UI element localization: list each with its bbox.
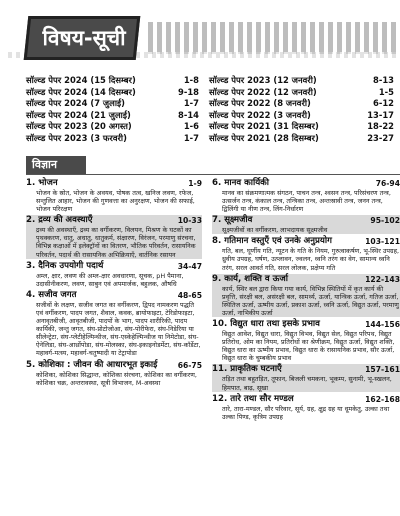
solved-paper-label: सॉल्व्ड पेपर 2024 (15 दिसम्बर) (26, 75, 136, 85)
solved-papers-right-column (209, 75, 394, 145)
solved-paper-row[interactable] (209, 133, 394, 145)
chapter-pages: 144-156 (365, 320, 400, 330)
solved-paper-pages: 1-5 (378, 86, 394, 97)
chapter-title-row (212, 394, 400, 405)
chapter-entry[interactable] (212, 394, 400, 421)
chapters-right-column (212, 178, 400, 423)
solved-paper-pages: 1-7 (183, 98, 199, 109)
chapter-description: गति, बल, घूर्णीय गति, न्यूटन के गति के नियम, गुरुत्वाकर्षण, भू-स्थिर उपग्रह, ध्रुवीय उपग्रह, घर्षण, उत्प्लावन, ज्वलन, ध्वनि तरंग का वेग, सामान्य ध्वनि तरंग, सरल आवर्त गति, सरल लोलक, प्रक्षेप्य गति (222, 247, 400, 272)
chapter-description: अम्ल, क्षार, लवण की अम्ल-क्षार अवधारणा, सूचक, pH पैमाना, उदासीनीकरण, लवण, साबुन एवं अपमार्जक, बहुलक, औषधि (36, 271, 184, 288)
chapter-title-row (212, 178, 400, 189)
solved-paper-pages: 6-12 (373, 98, 394, 109)
solved-paper-row[interactable] (209, 98, 394, 110)
chapter-entry[interactable] (26, 360, 202, 387)
solved-paper-label: सॉल्व्ड पेपर 2022 (12 जनवरी) (209, 86, 317, 97)
chapter-entry[interactable] (212, 364, 400, 391)
chapter-entry[interactable] (212, 319, 400, 362)
chapter-title: 5. कोशिका : जीवन की आधारभूत इकाई (26, 359, 158, 370)
chapter-title: 4. सजीव जगत (26, 289, 77, 300)
chapter-pages: 162-168 (365, 394, 400, 404)
chapter-pages: 1-9 (188, 179, 202, 188)
chapter-pages: 66-75 (177, 360, 202, 370)
solved-paper-pages: 8-14 (178, 109, 199, 120)
chapter-pages: 34-47 (177, 261, 202, 271)
title-bar (8, 6, 400, 68)
chapter-pages: 10-33 (177, 216, 202, 226)
chapter-title: 3. दैनिक उपयोगी पदार्थ (26, 260, 104, 271)
solved-paper-pages: 1-7 (183, 132, 199, 143)
solved-paper-row[interactable] (209, 121, 394, 133)
decorative-stripes (148, 22, 400, 54)
chapter-description: मानव का संक्रमणात्मक संगठन, पाचन तन्त्र, श्वसन तन्त्र, परिसंचरण तन्त्र, उत्सर्जन तन्त्र, कंकाल तन्त्र, तन्त्रिका तन्त्र, अन्तःस्रावी तन्त्र, जनन तन्त्र, द्विलिंगी या नीण तन्त्र, लिंग-निर्धारण (222, 189, 391, 214)
chapter-title: 1. भोजन (26, 178, 58, 188)
chapter-entry[interactable] (26, 290, 202, 358)
chapter-title-row (212, 215, 400, 226)
chapter-entry[interactable] (26, 261, 202, 288)
solved-paper-pages: 8-13 (373, 75, 394, 85)
chapter-entry[interactable] (212, 215, 400, 234)
solved-paper-pages: 9-18 (178, 86, 199, 97)
section-divider (26, 174, 400, 175)
chapter-pages: 76-94 (375, 179, 400, 188)
chapter-description: कोशिका, कोशिका सिद्धान्त, कोशिका संरचना, कोशिका का वर्गीकरण, कोशिका चक्र, अन्तरावस्था, सूत्री विभाजन, M-अवस्था (36, 370, 197, 387)
chapter-description: कार्य, स्थिर बल द्वारा किया गया कार्य, विभिन्न स्थितियों में कृत कार्य की प्रवृत्ति, संरक्षी बल, असंरक्षी बल, सामर्थ्य, ऊर्जा, यान्त्रिक ऊर्जा, गतिज ऊर्जा, स्थितिज ऊर्जा, ऊष्मीय ऊर्जा, प्रकाश ऊर्जा, ध्वनि ऊर्जा, विद्युत ऊर्जा, परमाणु ऊर्जा, नाभिकीय ऊर्जा (222, 284, 399, 317)
chapter-description: विद्युत आवेश, विद्युत धारा, विद्युत विभव, विद्युत सेल, विद्युत परिपथ, विद्युत प्रतिरोध, ओम का नियम, प्रतिरोधों का श्रेणीक्रम, विद्युत ऊर्जा, विद्युत शक्ति, विद्युत धारा का ऊष्मीय प्रभाव, विद्युत धारा के रासायनिक प्रभाव, सौर ऊर्जा, विद्युत धारा के चुम्बकीय प्रभाव (222, 330, 395, 363)
page-title: विषय-सूची (42, 26, 126, 50)
chapter-title-row (212, 274, 400, 285)
chapter-description: तड़ित तथा बहुतड़ित, तूफान, बिजली चमकना, भूकम्प, सुनामी, भू-स्खलन, हिमपात, बाढ़, सूखा (222, 375, 392, 392)
chapter-title: 10. विद्युत धारा तथा इसके प्रभाव (212, 319, 320, 330)
chapter-title-row (26, 261, 202, 272)
solved-paper-label: सॉल्व्ड पेपर 2024 (21 जुलाई) (26, 109, 131, 120)
chapter-pages: 103-121 (365, 237, 400, 247)
section-header: विज्ञान (26, 156, 86, 174)
chapter-pages: 48-65 (177, 290, 202, 300)
chapter-description: तारे, तारा-मण्डल, सौर परिवार, सूर्य, ग्रह, क्षुद्र ग्रह या धूमकेतु, उल्का तथा उल्का पिण्ड, कृत्रिम उपग्रह (222, 404, 390, 421)
solved-paper-row[interactable] (26, 110, 199, 122)
chapter-title-row (212, 236, 400, 247)
solved-paper-pages: 13-17 (367, 109, 394, 120)
chapter-pages: 157-161 (365, 365, 400, 375)
solved-paper-label: सॉल्व्ड पेपर 2021 (28 दिसम्बर) (209, 132, 319, 143)
solved-paper-row[interactable] (26, 133, 199, 145)
chapter-title-row (26, 360, 202, 371)
chapter-description: सजीवों के लक्षण, सजीव जगत का वर्गीकरण, द्विपद नामकरण पद्धति एवं वर्गीकरण, पादप जगत, शैवाल, कवक, ब्रायोफाइटा, टेरिडोफाइटा, अनावृतबीजी, आवृतबीजी, पादपों के भाग, पादप शारीरिकी, पादप कार्यिकी, जन्तु जगत, संघ-प्रोटोजोआ, संघ-पोरीफेरा, संघ-निडेरिया या सीलेन्ट्रेटा, संघ-प्लेटीहेल्मिन्थीज, संघ-एस्केहेल्मिन्थीज या निमेटोडा, संघ-ऐनेलिडा, संघ-आर्थ्रोपोडा, संघ-मोलस्का, संघ-इकाइनोडर्मेटा, संघ-कॉर्डेटा, महावर्ग-मत्स्य, महावर्ग-चतुष्पादी या टेट्रापोडा (36, 300, 201, 358)
solved-paper-label: सॉल्व्ड पेपर 2023 (20 अगस्त) (26, 121, 132, 132)
solved-paper-pages: 18-22 (367, 121, 394, 132)
solved-paper-pages: 1-8 (183, 75, 199, 85)
solved-papers-left-column (26, 75, 199, 145)
chapter-title: 7. सूक्ष्मजीव (212, 215, 253, 226)
solved-paper-row[interactable] (26, 75, 199, 87)
chapter-description: द्रव्य की अवस्थाएँ, द्रव्य का वर्गीकरण, विलयन, मिश्रण के घटकों का पृथक्करण, धातु, अधातु, धातुकर्म, संक्षारण, विरंजन, परमाणु संरचना, विभिन्न कक्षाओं में इलेक्ट्रॉनों का वितरण, भौतिक परिवर्तन, रासायनिक परिवर्तन, पदार्थ की रासायनिक अभिक्रियाएँ, वार्तनिक रसायन (36, 226, 196, 259)
chapter-title: 9. कार्य, शक्ति व ऊर्जा (212, 273, 288, 284)
solved-paper-label: सॉल्व्ड पेपर 2023 (12 जनवरी) (209, 75, 317, 85)
chapter-title-row (26, 178, 202, 189)
chapter-description: सूक्ष्मजीवों का वर्गीकरण, लाभदायक सूक्ष्मजीव (222, 226, 328, 235)
chapter-title: 11. प्राकृतिक घटनाएँ (212, 364, 282, 375)
chapter-title: 2. द्रव्य की अवस्थाएँ (26, 215, 93, 226)
chapter-pages: 122-143 (365, 274, 400, 284)
solved-paper-label: सॉल्व्ड पेपर 2022 (3 जनवरी) (209, 109, 311, 120)
chapter-title-row (26, 215, 202, 226)
solved-paper-label: सॉल्व्ड पेपर 2023 (3 फरवरी) (26, 132, 127, 143)
chapter-entry[interactable] (26, 178, 202, 213)
chapter-entry[interactable] (212, 178, 400, 213)
solved-paper-label: सॉल्व्ड पेपर 2024 (14 दिसम्बर) (26, 86, 136, 97)
solved-paper-row[interactable] (26, 87, 199, 99)
solved-paper-label: सॉल्व्ड पेपर 2024 (7 जुलाई) (26, 98, 125, 109)
chapters-left-column (26, 178, 202, 389)
solved-paper-label: सॉल्व्ड पेपर 2022 (8 जनवरी) (209, 98, 311, 109)
chapter-pages: 95-102 (370, 216, 400, 226)
solved-paper-row[interactable] (209, 110, 394, 122)
chapter-entry[interactable] (212, 274, 400, 317)
solved-paper-row[interactable] (26, 98, 199, 110)
chapter-title-row (26, 290, 202, 301)
solved-paper-row[interactable] (26, 121, 199, 133)
solved-paper-row[interactable] (209, 75, 394, 87)
solved-paper-pages: 1-6 (183, 121, 199, 132)
solved-paper-pages: 23-27 (367, 132, 394, 143)
chapter-title-row (212, 364, 400, 375)
chapter-entry[interactable] (26, 215, 202, 258)
chapter-title: 8. गतिमान वस्तुएँ एवं उनके अनुप्रयोग (212, 236, 332, 247)
solved-paper-label: सॉल्व्ड पेपर 2021 (31 दिसम्बर) (209, 121, 319, 132)
chapter-title: 12. तारे तथा सौर मण्डल (212, 393, 294, 404)
solved-paper-row[interactable] (209, 87, 394, 99)
chapter-list (26, 178, 400, 516)
chapter-description: भोजन के स्रोत, भोजन के अवयव, पोषक तत्व, खनिज लवण, रफेज, सन्तुलित आहार, भोजन की गुणवत्ता का अनुरक्षण, भोजन की सफाई, भोजन परिरक्षण (36, 189, 195, 214)
chapter-title-row (212, 319, 400, 330)
chapter-entry[interactable] (212, 236, 400, 271)
chapter-title: 6. मानव कार्यिकी (212, 178, 270, 188)
